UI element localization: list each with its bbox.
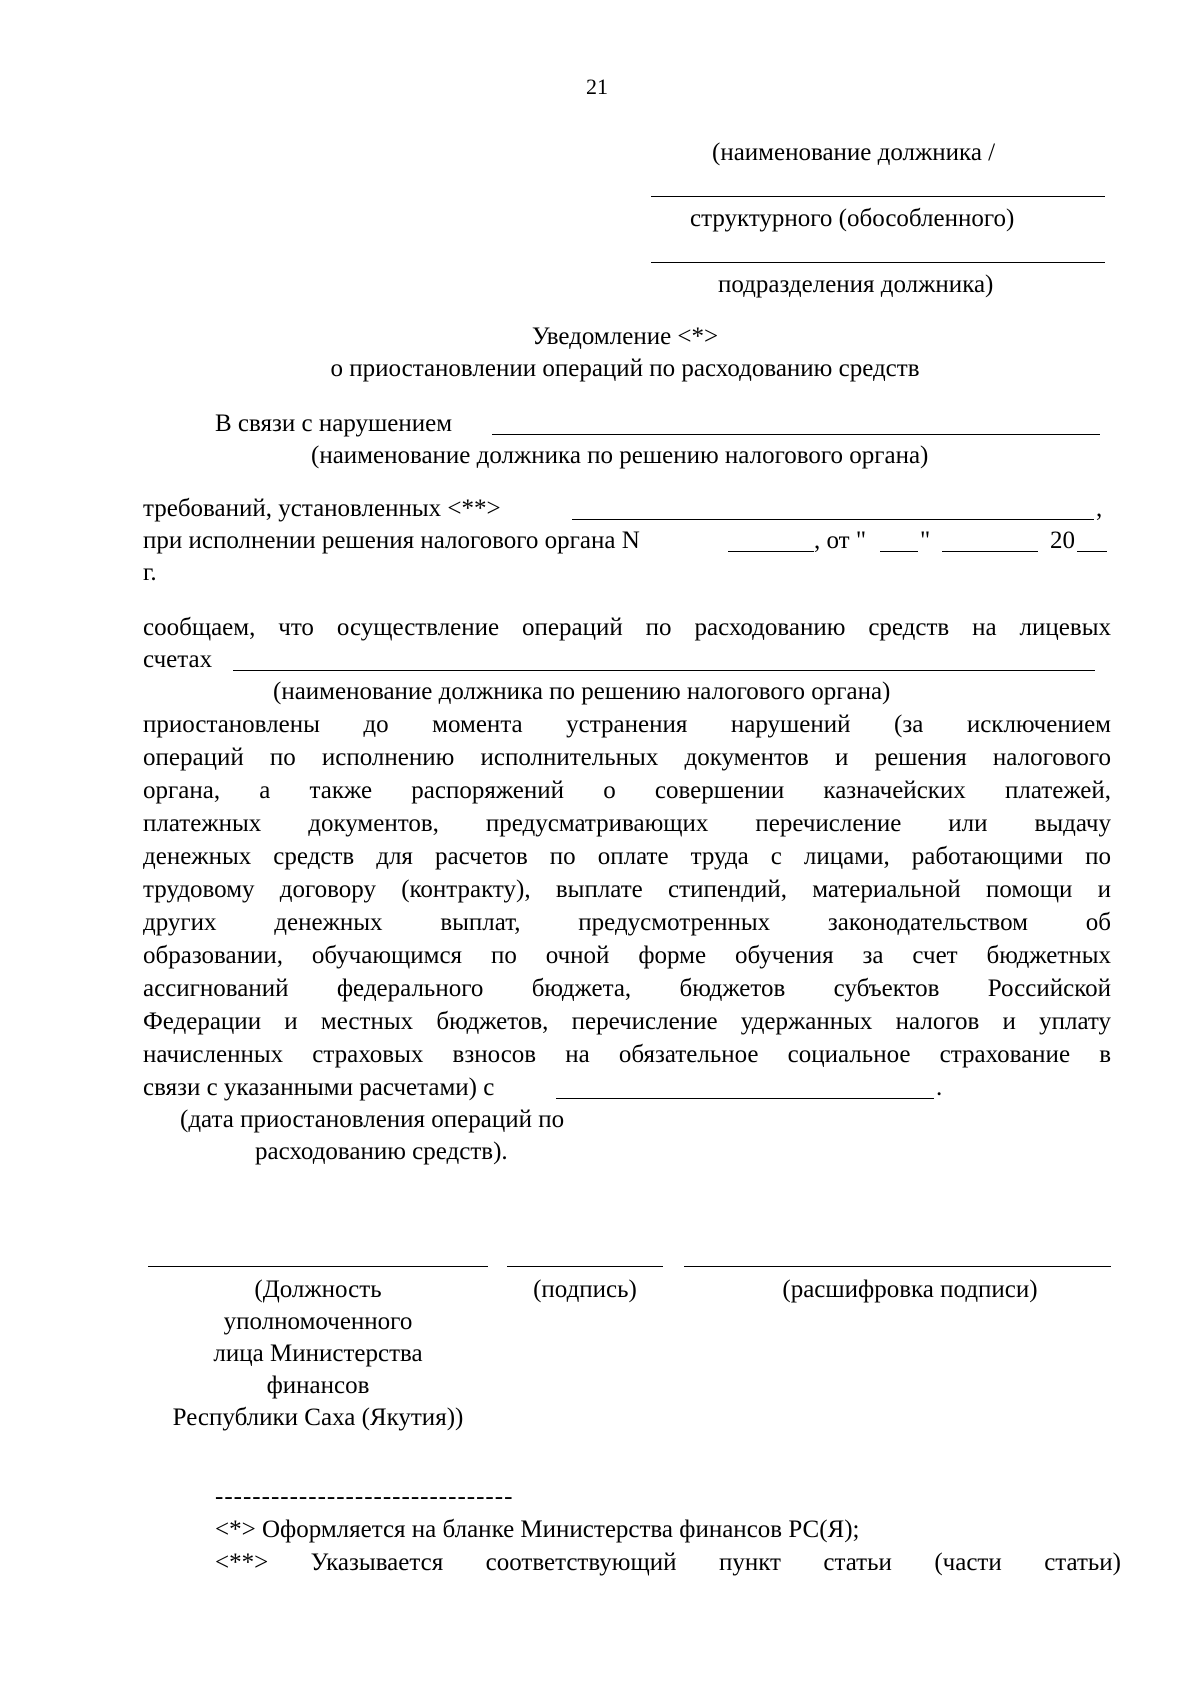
report-body-line: образовании, обучающимся по очной форме обучения за счет бюджетных bbox=[143, 942, 1111, 969]
signature-line[interactable] bbox=[507, 1266, 663, 1267]
decode-signature-line[interactable] bbox=[684, 1266, 1111, 1267]
position-caption-line: Республики Саха (Якутия)) bbox=[172, 1404, 464, 1431]
addressee-underline-1 bbox=[651, 196, 1105, 197]
decision-year-blank[interactable] bbox=[1077, 551, 1107, 552]
report-body-line: начисленных страховых взносов на обязательное социальное страхование в bbox=[143, 1041, 1111, 1068]
violation-prefix: В связи с нарушением bbox=[215, 410, 453, 437]
decision-month-blank[interactable] bbox=[942, 551, 1038, 552]
requirements-line1-prefix: требований, установленных <**> bbox=[143, 495, 501, 522]
suspension-date-blank[interactable] bbox=[556, 1098, 934, 1099]
report-body-line: приостановлены до момента устранения нарушений (за исключением bbox=[143, 711, 1111, 738]
decode-caption: (расшифровка подписи) bbox=[782, 1276, 1038, 1303]
decision-number-blank[interactable] bbox=[728, 551, 814, 552]
report-caption: (наименование должника по решению налогового органа) bbox=[273, 678, 891, 705]
position-caption-line: уполномоченного bbox=[223, 1308, 413, 1335]
page-number: 21 bbox=[586, 74, 608, 99]
date-caption-line1: (дата приостановления операций по bbox=[180, 1106, 565, 1133]
report-last-period: . bbox=[936, 1074, 943, 1101]
report-line2-prefix: счетах bbox=[143, 646, 213, 673]
report-body-line: других денежных выплат, предусмотренных законодательством об bbox=[143, 909, 1111, 936]
addressee-line1: (наименование должника / bbox=[712, 139, 996, 166]
footnote-2: <**> Указывается соответствующий пункт статьи (части статьи) bbox=[215, 1549, 1121, 1576]
requirements-line2-prefix: при исполнении решения налогового органа N bbox=[143, 527, 640, 554]
addressee-line3: подразделения должника) bbox=[718, 271, 994, 298]
position-caption-line: лица Министерства bbox=[213, 1340, 423, 1367]
requirements-line1-comma: , bbox=[1096, 495, 1103, 522]
requirements-line2-from: , от " bbox=[814, 527, 867, 554]
report-body-line: операций по исполнению исполнительных документов и решения налогового bbox=[143, 744, 1111, 771]
requirements-line2-quote: " bbox=[920, 527, 931, 554]
report-body-line: трудовому договору (контракту), выплате стипендий, материальной помощи и bbox=[143, 876, 1111, 903]
report-body-line: органа, а также распоряжений о совершении казначейских платежей, bbox=[143, 777, 1111, 804]
position-signature-line[interactable] bbox=[148, 1266, 488, 1267]
report-body-line: ассигнований федерального бюджета, бюджетов субъектов Российской bbox=[143, 975, 1111, 1002]
footnote-separator: -------------------------------- bbox=[215, 1483, 514, 1510]
addressee-underline-2 bbox=[651, 262, 1105, 263]
decision-day-blank[interactable] bbox=[880, 551, 918, 552]
document-subtitle: о приостановлении операций по расходованию средств bbox=[330, 355, 920, 382]
report-last-prefix: связи с указанными расчетами) с bbox=[143, 1074, 495, 1101]
position-caption-line: финансов bbox=[266, 1372, 370, 1399]
signature-caption: (подпись) bbox=[533, 1276, 637, 1303]
requirements-blank[interactable] bbox=[572, 519, 1094, 520]
document-title: Уведомление <*> bbox=[531, 323, 719, 350]
report-line1: сообщаем, что осуществление операций по расходованию средств на лицевых bbox=[143, 614, 1111, 641]
accounts-debtor-blank[interactable] bbox=[233, 670, 1095, 671]
requirements-line3: г. bbox=[143, 559, 157, 586]
addressee-line2: структурного (обособленного) bbox=[690, 205, 1015, 232]
violation-debtor-blank[interactable] bbox=[492, 434, 1100, 435]
date-caption-line2: расходованию средств). bbox=[255, 1138, 508, 1165]
requirements-line2-year: 20 bbox=[1050, 527, 1075, 554]
footnote-1: <*> Оформляется на бланке Министерства финансов РС(Я); bbox=[215, 1516, 860, 1543]
report-body-line: платежных документов, предусматривающих перечисление или выдачу bbox=[143, 810, 1111, 837]
report-body-line: денежных средств для расчетов по оплате труда с лицами, работающими по bbox=[143, 843, 1111, 870]
violation-caption: (наименование должника по решению налогового органа) bbox=[311, 442, 929, 469]
report-body-line: Федерации и местных бюджетов, перечисление удержанных налогов и уплату bbox=[143, 1008, 1111, 1035]
position-caption-line: (Должность bbox=[254, 1276, 382, 1303]
